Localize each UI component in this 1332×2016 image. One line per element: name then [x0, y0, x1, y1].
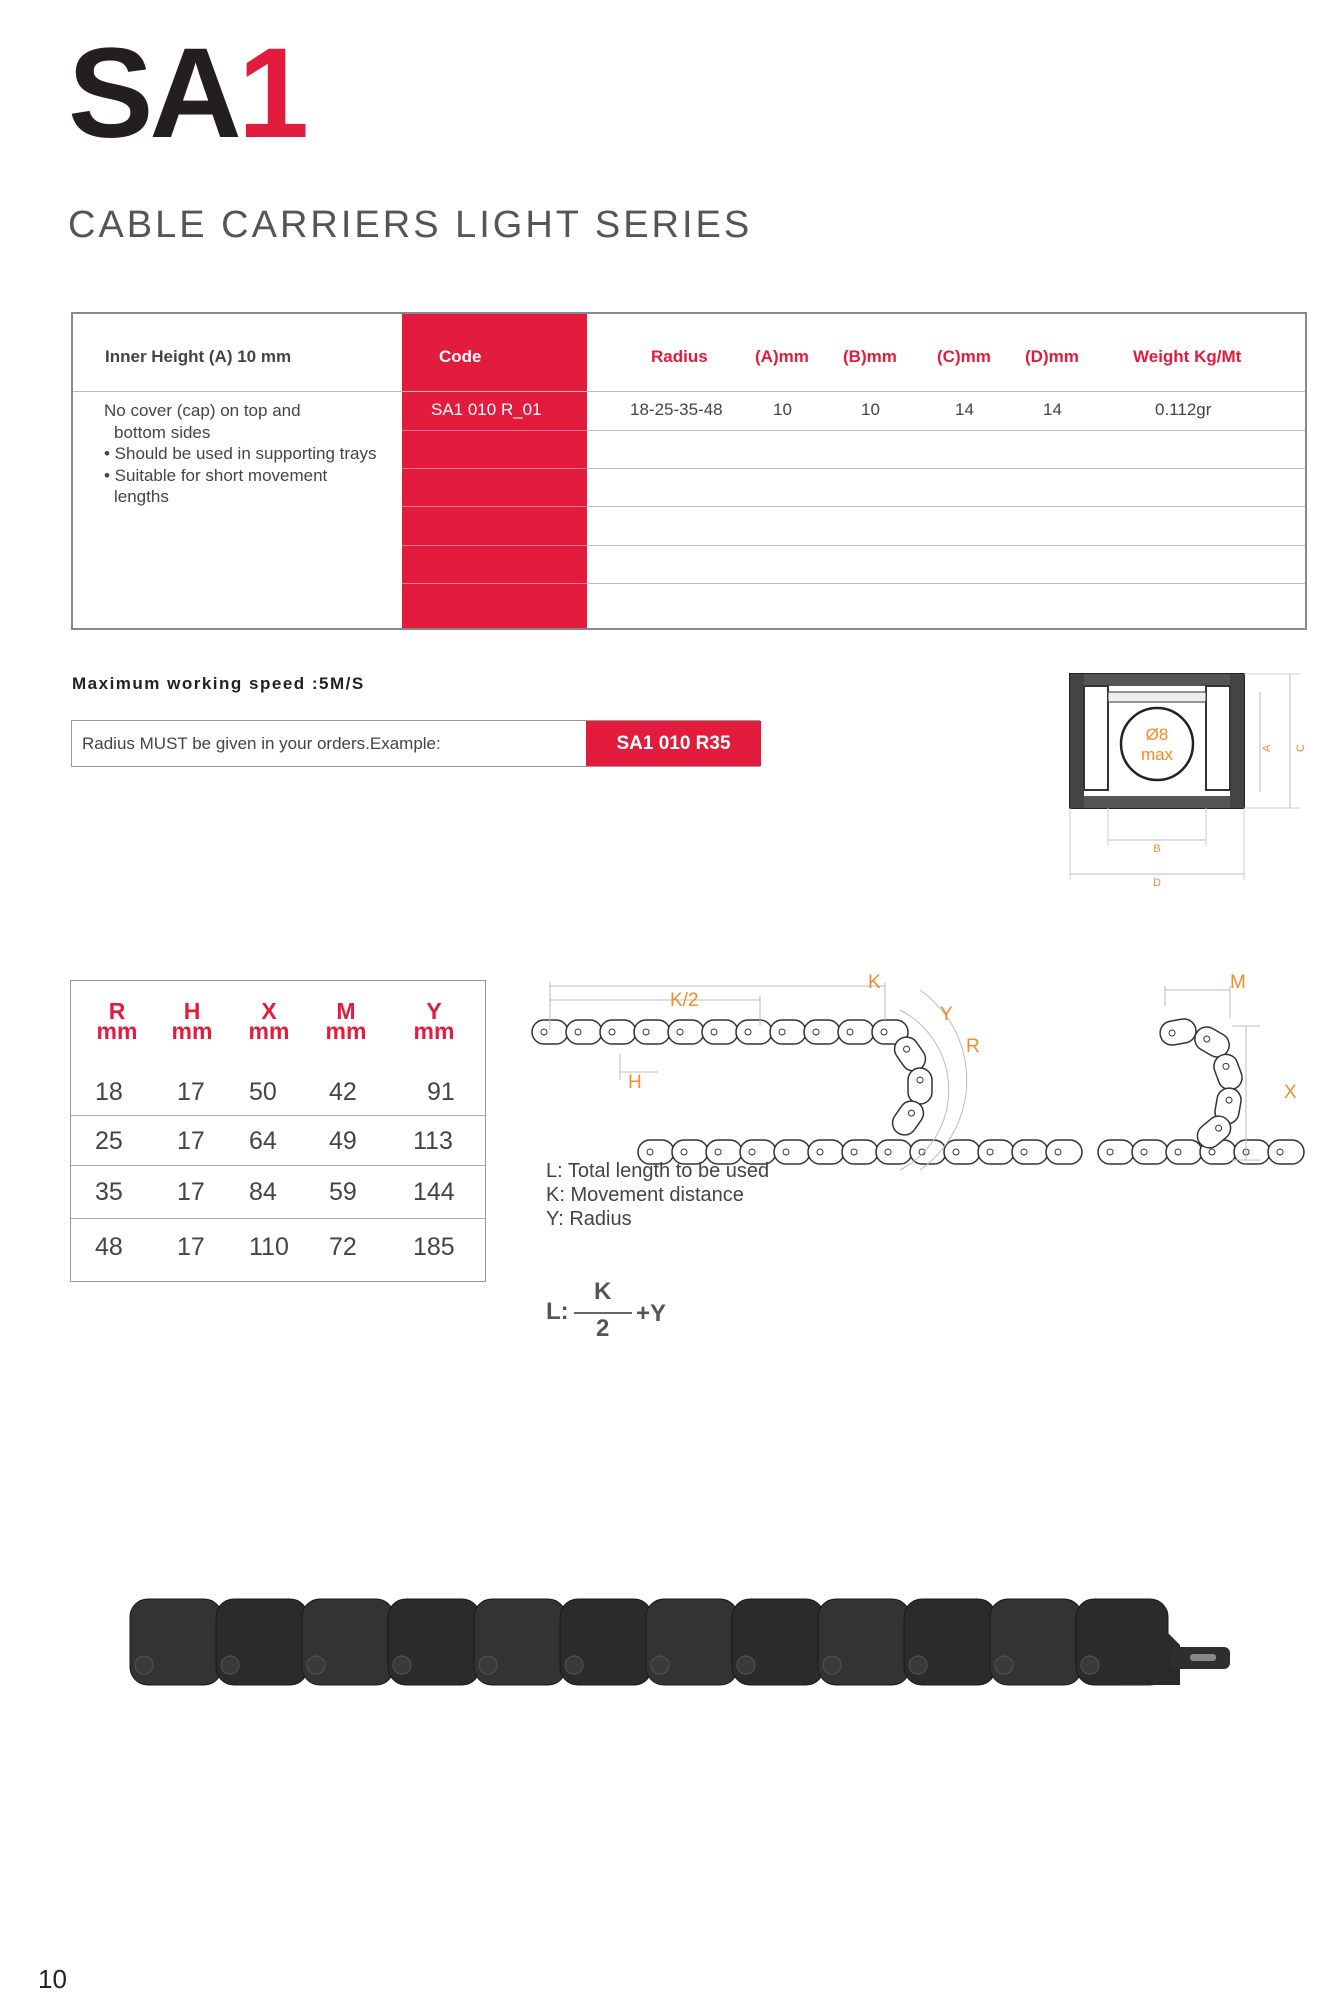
chain-link: [1166, 1140, 1202, 1164]
legend-line-k: K: Movement distance: [546, 1184, 744, 1206]
spec-description: [104, 400, 376, 508]
formula-denominator: 2: [596, 1315, 610, 1342]
chain-link: [1132, 1140, 1168, 1164]
photo-link-pin: [221, 1656, 239, 1674]
diameter-label: Ø8: [1145, 725, 1169, 744]
product-title: SA1: [68, 22, 305, 165]
photo-link-pin: [651, 1656, 669, 1674]
chain-link: [838, 1020, 874, 1044]
max-speed: Maximum working speed :5M/S: [72, 674, 365, 693]
order-note-text: Radius MUST be given in your orders.Example:: [82, 734, 441, 753]
header-weight: Weight Kg/Mt: [1133, 347, 1242, 366]
col-header-y: Y mm: [413, 998, 455, 1044]
header-a: (A)mm: [755, 347, 809, 366]
desc-line: • Should be used in supporting trays: [104, 444, 377, 463]
legend-line-y: Y: Radius: [546, 1208, 632, 1230]
desc-line: • Suitable for short movement: [104, 465, 328, 485]
chain-link: [876, 1140, 912, 1164]
chain-link: [668, 1020, 704, 1044]
formula-fraction-bar: [574, 1312, 632, 1314]
chain-link: [600, 1020, 636, 1044]
formula-l: L:: [546, 1298, 569, 1325]
header-code: Code: [439, 347, 482, 366]
chain-link: [808, 1140, 844, 1164]
row-c: 14: [955, 400, 974, 419]
row-radius: 18-25-35-48: [630, 400, 723, 419]
formula-plus-y: +Y: [636, 1300, 667, 1327]
chain-link: [804, 1020, 840, 1044]
chain-link: [908, 1068, 932, 1104]
page-number: 10: [38, 1964, 67, 1994]
label-x: X: [1284, 1082, 1297, 1103]
chain-link: [1046, 1140, 1082, 1164]
spec-table: [71, 312, 1307, 630]
chain-link: [736, 1020, 772, 1044]
chain-product-image: [120, 1585, 1250, 1700]
chain-link: [702, 1020, 738, 1044]
label-k: K: [868, 972, 881, 993]
photo-link-pin: [823, 1656, 841, 1674]
order-note: [71, 720, 760, 767]
max-label: max: [1140, 745, 1174, 764]
cross-section-drawing: [1060, 668, 1320, 888]
product-subtitle: CABLE CARRIERS LIGHT SERIES: [68, 204, 753, 246]
photo-chain-links: [130, 1599, 1168, 1685]
photo-link-pin: [135, 1656, 153, 1674]
title-accent: 1: [237, 22, 305, 165]
chain-link: [978, 1140, 1014, 1164]
col-header-x: X mm: [248, 998, 290, 1044]
header-b: (B)mm: [843, 347, 897, 366]
dimension-table: R mm H mm X mm M mm Y mm 18 17 50 42 91 25 17 64 49 113 35 17 84 59 144 48 17 110 72 185: [70, 980, 486, 1282]
chain-link: [770, 1020, 806, 1044]
row-weight: 0.112gr: [1155, 400, 1212, 419]
photo-link-pin: [1081, 1656, 1099, 1674]
dim-c-label: C: [1295, 744, 1307, 752]
order-example-code: SA1 010 R35: [586, 721, 761, 766]
col-header-r: R mm: [96, 998, 138, 1044]
legend-line-l: L: Total length to be used: [546, 1160, 770, 1182]
row-code: SA1 010 R_01: [431, 400, 542, 419]
chain-link: [774, 1140, 810, 1164]
desc-line: No cover (cap) on top and: [104, 401, 301, 420]
label-r: R: [966, 1036, 980, 1057]
header-d: (D)mm: [1025, 347, 1079, 366]
chain-link: [566, 1020, 602, 1044]
label-y: Y: [940, 1004, 953, 1025]
col-header-h: H mm: [171, 998, 213, 1044]
desc-line: bottom sides: [114, 422, 211, 442]
photo-link-pin: [909, 1656, 927, 1674]
chain-link: [1158, 1017, 1198, 1047]
photo-link-pin: [307, 1656, 325, 1674]
formula-numerator: K: [594, 1278, 612, 1305]
photo-link-pin: [995, 1656, 1013, 1674]
photo-link-pin: [479, 1656, 497, 1674]
label-h: H: [628, 1072, 642, 1093]
row-b: 10: [861, 400, 880, 419]
col-header-m: M mm: [325, 998, 367, 1044]
chain-movement-diagram: [520, 970, 1320, 1190]
header-c: (C)mm: [937, 347, 991, 366]
dim-d-label: D: [1153, 877, 1161, 888]
label-k2: K/2: [670, 990, 699, 1011]
label-m: M: [1230, 972, 1246, 993]
photo-link-pin: [565, 1656, 583, 1674]
chain-link: [1268, 1140, 1304, 1164]
dim-a-label: A: [1261, 744, 1273, 752]
row-d: 14: [1043, 400, 1062, 419]
header-radius: Radius: [651, 347, 708, 366]
chain-link: [1012, 1140, 1048, 1164]
code-column: [402, 314, 587, 628]
chain-link: [842, 1140, 878, 1164]
inner-height-label: Inner Height (A) 10 mm: [105, 347, 292, 366]
photo-link-pin: [393, 1656, 411, 1674]
photo-link-pin: [737, 1656, 755, 1674]
chain-link: [944, 1140, 980, 1164]
chain-link: [634, 1020, 670, 1044]
row-a: 10: [773, 400, 792, 419]
chain-links: [532, 1017, 1304, 1164]
desc-line: lengths: [114, 487, 169, 506]
chain-link: [1098, 1140, 1134, 1164]
dim-b-label: B: [1153, 843, 1161, 855]
